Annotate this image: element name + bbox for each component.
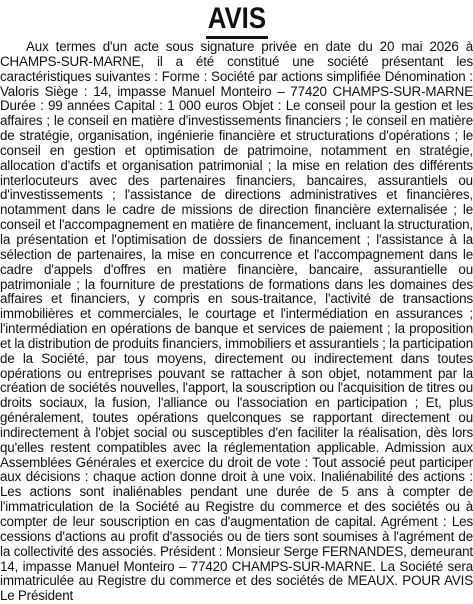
notice-title: AVIS: [206, 2, 268, 39]
notice-header: [0, 2, 473, 38]
notice-body: Aux termes d'un acte sous signature privée en date du 20 mai 2026 à CHAMPS-SUR-MARNE, il a été constitué une société présentant les caractéristiques suivantes : Forme : Société par actions simplifiée Dénomination : Valoris Siège : 14, impasse Manuel Monteiro – 77420 CHAMPS-SUR-MARNE Durée : 99 années Capital : 1 000 euros Objet : Le conseil pour la gestion et les affaires ; le conseil en matière d'investissements financiers ; le conseil en matière de stratégie, organisation, ingénierie financière et structurations d'opérations ; le conseil en gestion et optimisation de patrimoine, notamment en stratégie, allocation d'actifs et organisation patrimonial ; la mise en relation des différents interlocuteurs avec des partenaires financiers, bancaires, assurantiels ou d'investissements ; l'assistance de directions administratives et financières, notamment dans le cadre de missions de direction financière externalisée ; le conseil et l'accompagnement en matière de financement, incluant la structuration, la présentation et l'optimisation de dossiers de financement ; l'assistance à la sélection de partenaires, la mise en concurrence et l'accompagnement dans le cadre d'appels d'offres en matière financière, bancaire, assurantielle ou patrimoniale ; la fourniture de prestations de formations dans les domaines des affaires et financiers, y compris en sous-traitance, l'activité de transactions immobilières et commerciales, le courtage et l'intermédiation en assurances ; l'intermédiation en opérations de banque et services de paiement ; la proposition et la distribution de produits financiers, immobiliers et assurantiels ; la participation de la Société, par tous moyens, directement ou indirectement dans toutes opérations ou entreprises pouvant se rattacher à son objet, notamment par la création de sociétés nouvelles, l'apport, la souscription ou l'acquisition de titres ou droits sociaux, la fusion, l'alliance ou l'association en participation ; Et, plus généralement, toutes opérations quelconques se rapportant directement ou indirectement à l'objet social ou susceptibles d'en faciliter la réalisation, dès lors qu'elles restent compatibles avec la réglementation applicable. Admission aux Assemblées Générales et exercice du droit de vote : Tout associé peut participer aux décisions : chaque action donne droit à une voix. Inaliénabilité des actions : Les actions sont inaliénables pendant une durée de 5 ans à compter de l'immatriculation de la Société au Registre du commerce et des sociétés ou à compter de leur souscription en cas d'augmentation de capital. Agrément : Les cessions d'actions au profit d'associés ou de tiers sont soumises à l'agrément de la collectivité des associés. Président : Monsieur Serge FERNANDES, demeurant 14, impasse Manuel Monteiro – 77420 CHAMPS-SUR-MARNE. La Société sera immatriculée au Registre du commerce et des sociétés de MEAUX. POUR AVIS Le Président: [0, 39, 473, 604]
